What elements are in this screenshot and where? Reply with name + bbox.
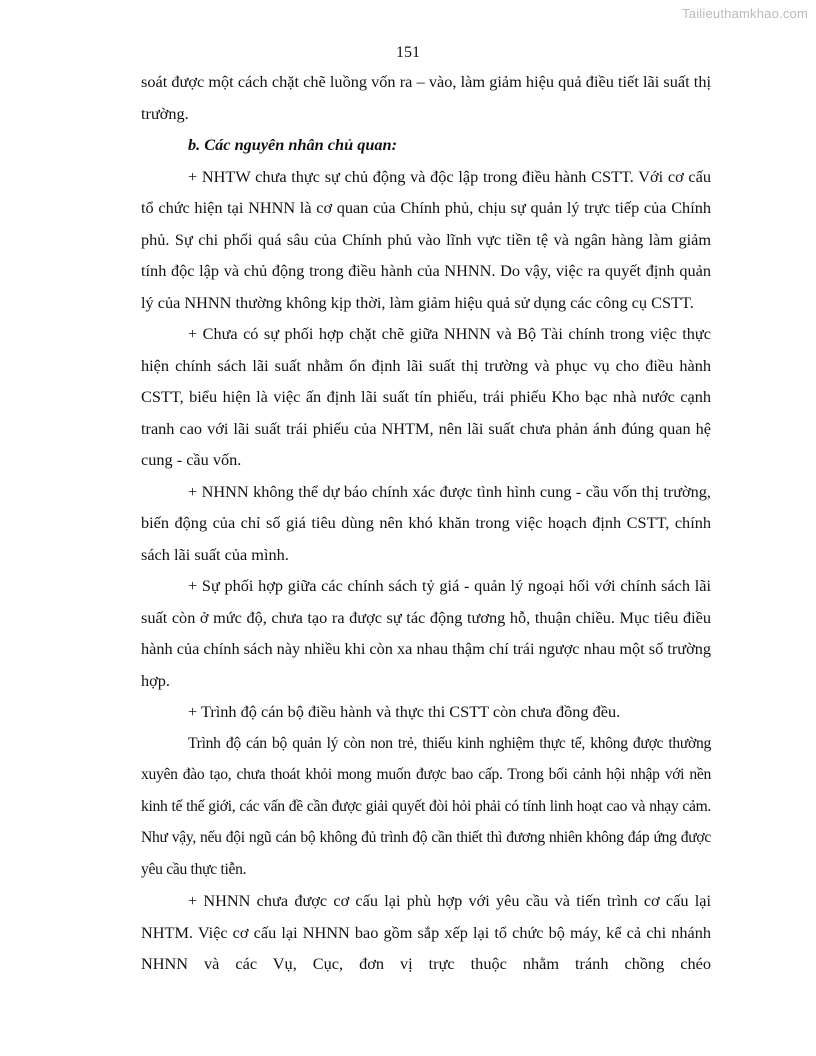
- paragraph: + NHNN không thể dự báo chính xác được tình hình cung - cầu vốn thị trường, biến động của chỉ số giá tiêu dùng nên khó khăn trong việc hoạch định CSTT, chính sách lãi suất của mình.: [141, 481, 711, 564]
- document-body: [141, 66, 711, 980]
- page-number: 151: [396, 44, 420, 61]
- paragraph: + Trình độ cán bộ điều hành và thực thi CSTT còn chưa đồng đều.: [188, 702, 621, 721]
- paragraph: soát được một cách chặt chẽ luồng vốn ra – vào, làm giảm hiệu quả điều tiết lãi suất thị trường.: [141, 72, 711, 123]
- watermark: Tailieuthamkhao.com: [682, 6, 808, 21]
- paragraph: + Sự phối hợp giữa các chính sách tỷ giá - quản lý ngoại hối với chính sách lãi suất còn ở mức độ, chưa tạo ra được sự tác động tương hỗ, thuận chiều. Mục tiêu điều hành của chính sách này nhiều khi còn xa nhau thậm chí trái ngược nhau một số trường hợp.: [141, 576, 711, 690]
- paragraph: + Chưa có sự phối hợp chặt chẽ giữa NHNN và Bộ Tài chính trong việc thực hiện chính sách lãi suất nhằm ổn định lãi suất thị trường và phục vụ cho điều hành CSTT, biểu hiện là việc ấn định lãi suất tín phiếu, trái phiếu Kho bạc nhà nước cạnh tranh cao với lãi suất trái phiếu của NHTM, nên lãi suất chưa phản ánh đúng quan hệ cung - cầu vốn.: [141, 324, 711, 469]
- paragraph: + NHNN chưa được cơ cấu lại phù hợp với yêu cầu và tiến trình cơ cấu lại NHTM. Việc cơ cấu lại NHNN bao gồm sắp xếp lại tổ chức bộ máy, kể cả chi nhánh NHNN và các Vụ, Cục, đơn vị trực thuộc nhằm tránh chồng chéo: [141, 891, 711, 973]
- section-heading: b. Các nguyên nhân chủ quan:: [188, 135, 398, 154]
- paragraph: + NHTW chưa thực sự chủ động và độc lập trong điều hành CSTT. Với cơ cấu tổ chức hiện tại NHNN là cơ quan của Chính phủ, chịu sự quản lý trực tiếp của Chính phủ. Sự chi phối quá sâu của Chính phủ vào lĩnh vực tiền tệ và ngân hàng làm giảm tính độc lập và chủ động trong điều hành của NHNN. Do vậy, việc ra quyết định quản lý của NHNN thường không kịp thời, làm giảm hiệu quả sử dụng các công cụ CSTT.: [141, 166, 711, 312]
- paragraph: Trình độ cán bộ quản lý còn non trẻ, thiếu kinh nghiệm thực tế, không được thường xuyên đào tạo, chưa thoát khỏi mong muốn được bao cấp. Trong bối cảnh hội nhập với nền kinh tế thế giới, các vấn đề cần được giải quyết đòi hỏi phải có tính linh hoạt cao và nhạy cảm. Như vậy, nếu đội ngũ cán bộ không đủ trình độ cần thiết thì đương nhiên không đáp ứng được yêu cầu thực tiễn.: [141, 734, 711, 878]
